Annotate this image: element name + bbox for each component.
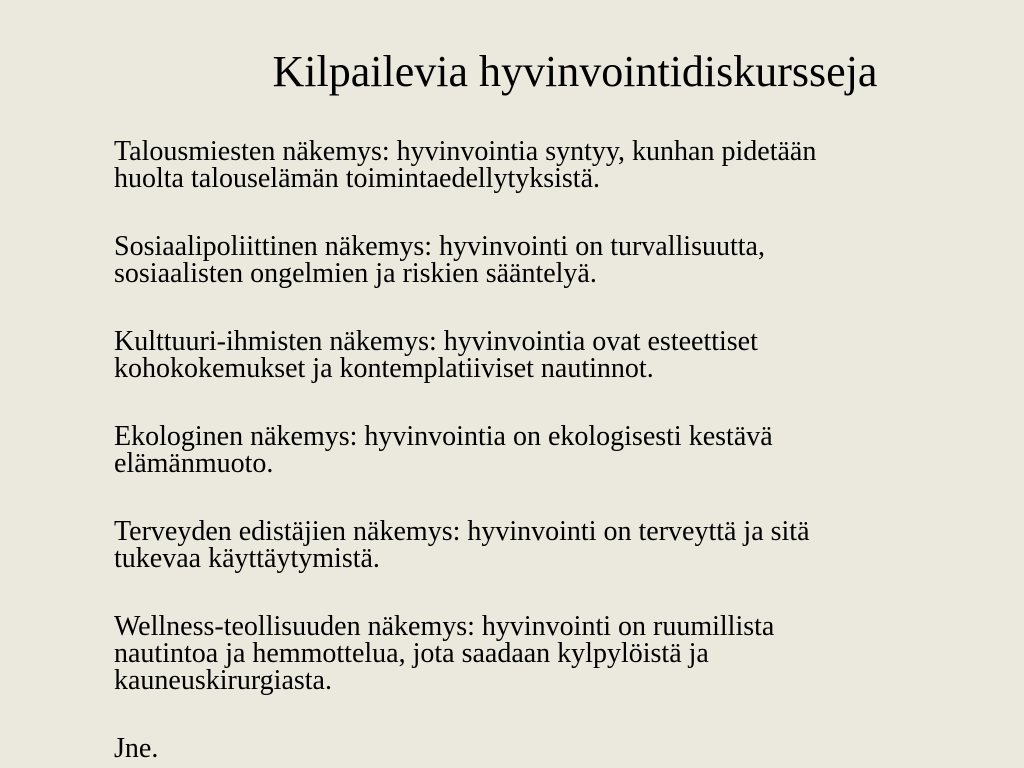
paragraph-line: Kulttuuri-ihmisten näkemys: hyvinvointia ovat esteettiset [114,326,758,357]
paragraph-line: Talousmiesten näkemys: hyvinvointia syntyy, kunhan pidetään [114,136,817,167]
paragraph-talousmiesten [114,138,1014,192]
paragraph-wellness [114,613,1014,694]
paragraph-kulttuuri [114,328,1014,382]
paragraph-line: sosiaalisten ongelmien ja riskien sääntelyä. [114,258,597,289]
paragraph-line: elämänmuoto. [114,448,274,479]
paragraph-jne [114,735,1014,762]
slide-body [114,138,1014,762]
paragraph-line: Sosiaalipoliittinen näkemys: hyvinvointi on turvallisuutta, [114,231,765,262]
paragraph-ekologinen [114,423,1014,477]
paragraph-line: Jne. [114,733,159,764]
paragraph-line: kohokokemukset ja kontemplatiiviset nautinnot. [114,353,654,384]
paragraph-line: Terveyden edistäjien näkemys: hyvinvointi on terveyttä ja sitä [114,516,810,547]
slide-title: Kilpailevia hyvinvointidiskursseja [272,47,878,96]
paragraph-terveyden [114,518,1014,572]
paragraph-line: Wellness-teollisuuden näkemys: hyvinvointi on ruumillista [114,611,775,642]
paragraph-line: kauneuskirurgiasta. [114,665,332,696]
paragraph-line: nautintoa ja hemmottelua, jota saadaan kylpylöistä ja [114,638,709,669]
paragraph-line: huolta talouselämän toimintaedellytyksistä. [114,163,601,194]
paragraph-line: Ekologinen näkemys: hyvinvointia on ekologisesti kestävä [114,421,773,452]
paragraph-sosiaalipoliittinen [114,233,1014,287]
paragraph-line: tukevaa käyttäytymistä. [114,543,380,574]
